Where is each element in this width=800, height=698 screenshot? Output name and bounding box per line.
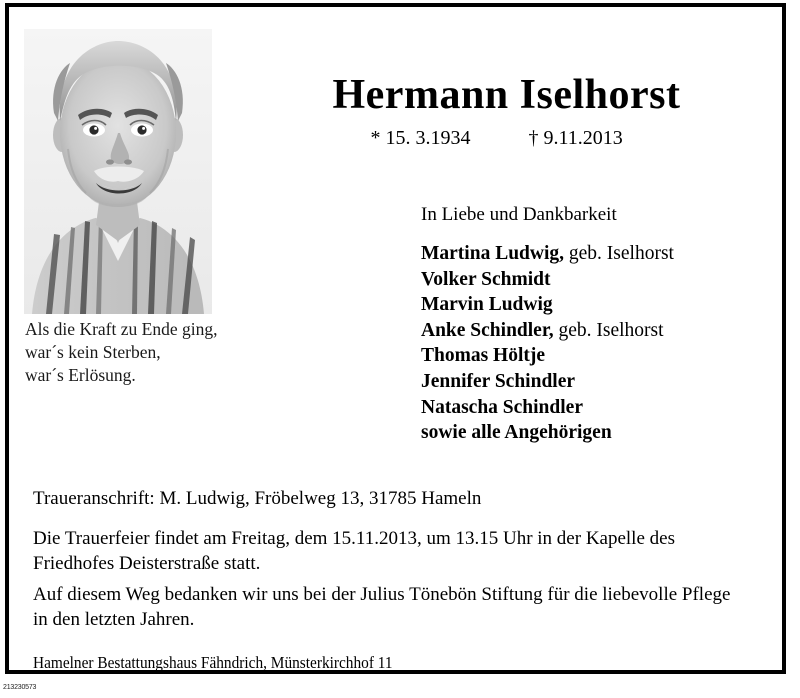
survivor-row <box>421 292 674 318</box>
life-dates <box>234 125 779 151</box>
survivor-row <box>421 369 674 395</box>
ceremony-details: Die Trauerfeier findet am Freitag, dem 15.11.2013, um 13.15 Uhr in der Kapelle des Friedhofes Deisterstraße statt. <box>33 528 675 574</box>
portrait-photo <box>24 29 212 314</box>
survivor-maiden-name: geb. Iselhorst <box>553 319 664 341</box>
dedication-text: In Liebe und Dankbarkeit <box>421 204 617 225</box>
survivor-maiden-name: geb. Iselhorst <box>564 243 674 264</box>
survivor-row <box>421 318 674 344</box>
survivor-row <box>421 395 674 421</box>
funeral-home-line: Hamelner Bestattungshaus Fähndrich, Münsterkirchhof 11 <box>33 653 393 672</box>
thanks-message: Auf diesem Weg bedanken wir uns bei der Julius Tönebön Stiftung für die liebevolle Pflege in den letzten Jahren. <box>33 584 731 630</box>
obituary-notice <box>5 3 786 674</box>
verse-line-3: war´s Erlösung. <box>25 365 136 385</box>
verse-line-2: war´s kein Sterben, <box>25 342 161 362</box>
survivor-name: Volker Schmidt <box>421 268 551 290</box>
mourning-address: Traueranschrift: M. Ludwig, Fröbelweg 13, 31785 Hameln <box>33 488 482 509</box>
survivor-name: Thomas Höltje <box>421 345 546 367</box>
birth-date: * 15. 3.1934 <box>370 127 471 149</box>
survivor-row <box>421 241 674 267</box>
survivor-name: Anke Schindler, <box>421 319 554 341</box>
survivor-name: Marvin Ludwig <box>421 294 553 316</box>
survivor-row <box>421 420 674 446</box>
survivor-name: Jennifer Schindler <box>421 370 576 392</box>
survivor-name: sowie alle Angehörigen <box>421 422 612 444</box>
survivors-list <box>421 241 674 446</box>
reference-id: 213230573 <box>3 684 37 691</box>
deceased-name: Hermann Iselhorst <box>332 72 681 118</box>
survivor-row <box>421 343 674 369</box>
portrait-photo-image <box>24 29 212 314</box>
death-date: † 9.11.2013 <box>528 127 623 149</box>
memorial-verse <box>25 318 275 387</box>
survivor-name: Natascha Schindler <box>421 396 583 418</box>
verse-line-1: Als die Kraft zu Ende ging, <box>25 319 218 339</box>
survivor-row <box>421 267 674 293</box>
survivor-name: Martina Ludwig, <box>421 243 565 264</box>
